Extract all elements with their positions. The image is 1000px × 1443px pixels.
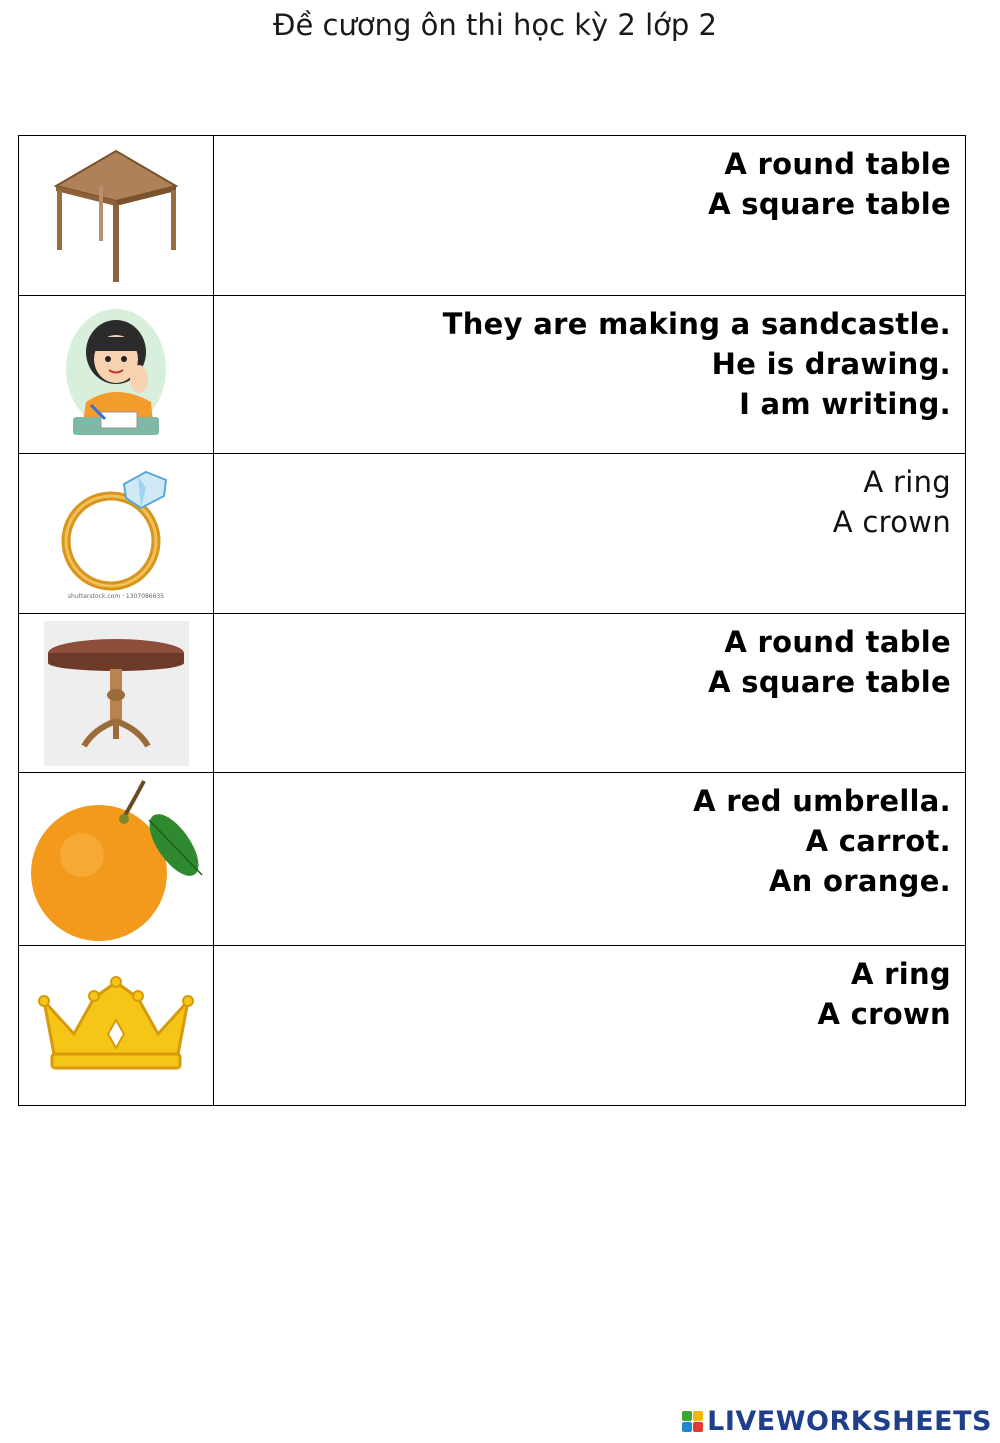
option-a-ring[interactable]: A ring xyxy=(851,957,951,991)
worksheet-table xyxy=(18,135,966,1106)
option-drawing[interactable]: He is drawing. xyxy=(711,347,951,381)
liveworksheets-brand-text: LIVEWORKSHEETS xyxy=(707,1406,992,1437)
round-table-icon xyxy=(44,621,189,766)
table-row xyxy=(19,296,966,454)
option-orange[interactable]: An orange. xyxy=(768,864,951,898)
image-cell xyxy=(19,296,214,454)
table-row xyxy=(19,614,966,773)
ring-image-caption: shutterstock.com · 1307086635 xyxy=(67,593,165,600)
liveworksheets-logo-icon xyxy=(682,1411,703,1432)
option-a-crown[interactable]: A crown xyxy=(832,505,951,539)
option-carrot[interactable]: A carrot. xyxy=(805,824,951,858)
options-cell xyxy=(214,296,966,454)
liveworksheets-logo xyxy=(682,1406,992,1437)
image-cell xyxy=(19,773,214,946)
table-row xyxy=(19,946,966,1106)
option-a-crown[interactable]: A crown xyxy=(817,997,951,1031)
image-cell xyxy=(19,454,214,614)
options-cell xyxy=(214,946,966,1106)
image-cell xyxy=(19,614,214,773)
page-title: Đề cương ôn thi học kỳ 2 lớp 2 xyxy=(273,8,717,42)
image-cell xyxy=(19,946,214,1106)
option-sandcastle[interactable]: They are making a sandcastle. xyxy=(442,307,951,341)
girl-writing-icon xyxy=(61,307,171,442)
image-cell xyxy=(19,136,214,296)
options-cell xyxy=(214,614,966,773)
options-cell xyxy=(214,773,966,946)
table-row xyxy=(19,454,966,614)
ring-icon xyxy=(46,466,186,601)
option-writing[interactable]: I am writing. xyxy=(739,387,951,421)
option-red-umbrella[interactable]: A red umbrella. xyxy=(693,784,951,818)
table-row xyxy=(19,773,966,946)
square-table-icon xyxy=(51,146,181,286)
options-cell xyxy=(214,136,966,296)
crown-icon xyxy=(36,976,196,1076)
option-a-square-table[interactable]: A square table xyxy=(708,187,951,221)
option-a-square-table[interactable]: A square table xyxy=(708,665,951,699)
orange-icon xyxy=(24,775,209,943)
option-a-round-table[interactable]: A round table xyxy=(724,147,951,181)
option-a-ring[interactable]: A ring xyxy=(863,465,951,499)
options-cell xyxy=(214,454,966,614)
table-row xyxy=(19,136,966,296)
option-a-round-table[interactable]: A round table xyxy=(724,625,951,659)
